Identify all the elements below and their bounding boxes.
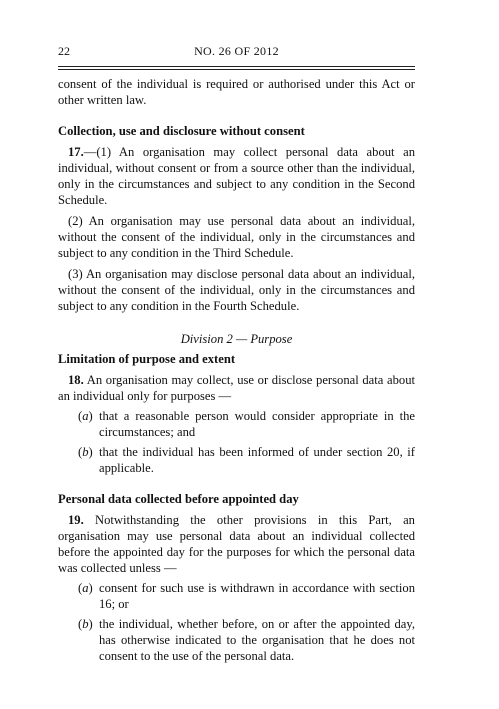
section-17-subsection-3: (3) An organisation may disclose personal data about an individual, without the consent of the individual, only in the circumstances and subject to any condition in the Fourth Schedule.: [58, 267, 415, 313]
section-19: [58, 512, 415, 576]
item-text: the individual, whether before, on or after the appointed day, has otherwise indicated to the organisation that he does not consent to the use of the personal data.: [99, 617, 415, 663]
section-17-subsection-1: [58, 144, 415, 208]
item-label: (b): [78, 445, 93, 459]
list-item: [58, 580, 415, 612]
section-heading: Collection, use and disclosure without consent: [58, 124, 305, 138]
section-17-subsection-2: (2) An organisation may use personal data about an individual, without the consent of the individual, only in the circumstances and subject to any condition in the Third Schedule.: [58, 214, 415, 260]
item-label: (b): [78, 617, 93, 631]
section-heading: Limitation of purpose and extent: [58, 352, 236, 366]
list-item: [58, 444, 415, 476]
item-text: consent for such use is withdrawn in accordance with section 16; or: [99, 581, 415, 611]
header-rule-bottom: [58, 69, 415, 70]
page-header: [58, 44, 415, 60]
section-text: An organisation may collect, use or disclose personal data about an individual only for purposes —: [58, 373, 415, 403]
list-item: [58, 408, 415, 440]
document-body: [58, 76, 415, 664]
division-title: Division 2 — Purpose: [180, 332, 293, 346]
item-text: that a reasonable person would consider appropriate in the circumstances; and: [99, 409, 415, 439]
section-number: 18.: [68, 373, 84, 387]
section-number: 19.: [68, 513, 84, 527]
section-heading: Personal data collected before appointed day: [58, 492, 299, 506]
continuation-paragraph: consent of the individual is required or authorised under this Act or other written law.: [58, 77, 415, 107]
item-label: (a): [78, 581, 93, 595]
page-number: 22: [58, 44, 70, 58]
header-rule-top: [58, 66, 415, 67]
list-item: [58, 616, 415, 664]
section-number: 17.: [68, 145, 84, 159]
item-label: (a): [78, 409, 93, 423]
section-text: Notwithstanding the other provisions in this Part, an organisation may use personal data about an individual collected before the appointed day for the purposes for which the personal data was collected unless —: [58, 513, 415, 575]
section-18: [58, 372, 415, 404]
section-text: —(1) An organisation may collect personal data about an individual, without consent or from a source other than the individual, only in the circumstances and subject to any condition in the Second Schedule.: [58, 145, 415, 207]
item-text: that the individual has been informed of under section 20, if applicable.: [99, 445, 415, 475]
act-number: NO. 26 OF 2012: [194, 44, 279, 58]
